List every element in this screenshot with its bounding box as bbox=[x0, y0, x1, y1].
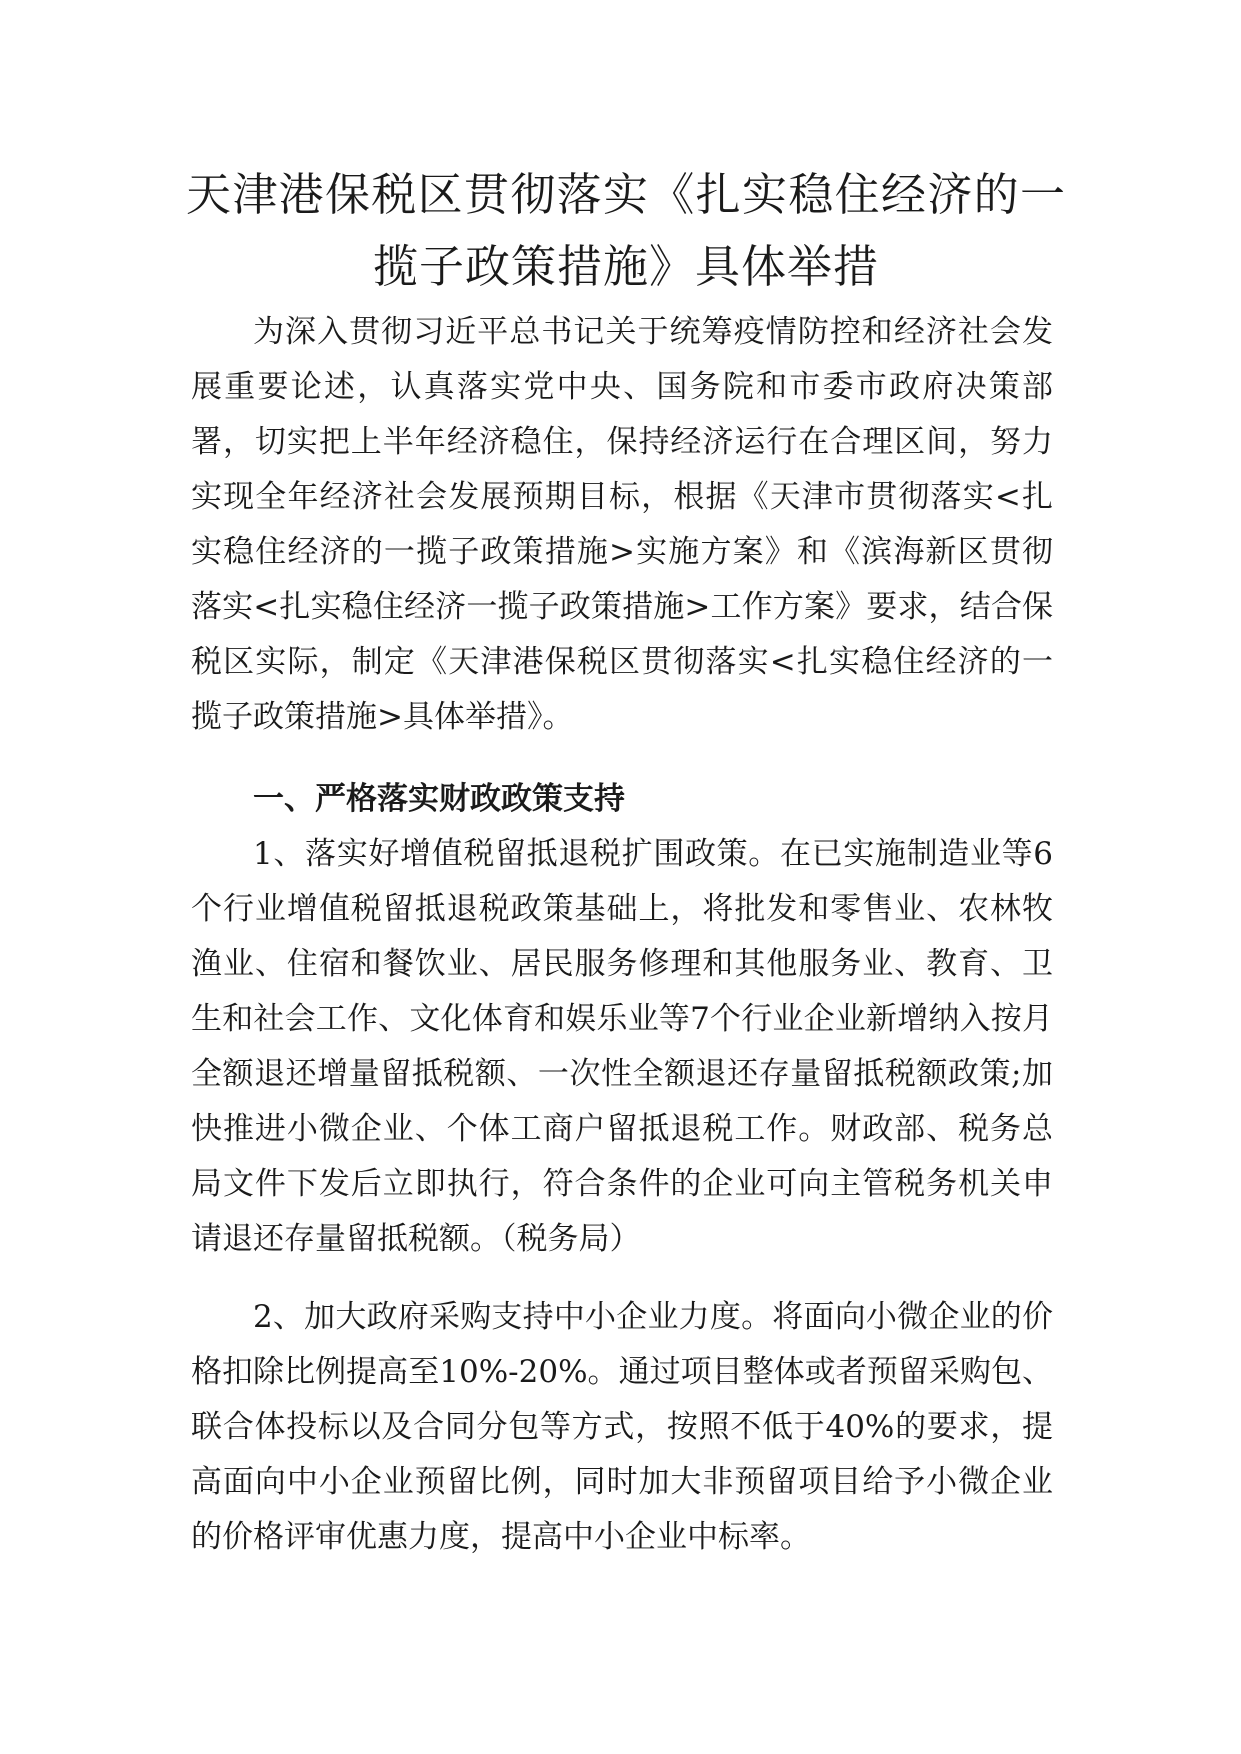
intro-paragraph: 为深入贯彻习近平总书记关于统筹疫情防控和经济社会发展重要论述，认真落实党中央、国务院和市委市政府决策部署，切实把上半年经济稳住，保持经济运行在合理区间，努力实现全年经济社会发展预期目标，根据《天津市贯彻落实<扎实稳住经济的一揽子政策措施>实施方案》和《滨海新区贯彻落实<扎实稳住经济一揽子政策措施>工作方案》要求，结合保税区实际，制定《天津港保税区贯彻落实<扎实稳住经济的一揽子政策措施>具体举措》。 bbox=[191, 314, 1053, 735]
policy-item-2: 2、加大政府采购支持中小企业力度。将面向小微企业的价格扣除比例提高至10%-20%。通过项目整体或者预留采购包、联合体投标以及合同分包等方式，按照不低于40%的要求，提高面向中小企业预留比例，同时加大非预留项目给予小微企业的价格评审优惠力度，提高中小企业中标率。 bbox=[191, 1299, 1053, 1555]
policy-item-1: 1、落实好增值税留抵退税扩围政策。在已实施制造业等6个行业增值税留抵退税政策基础上，将批发和零售业、农林牧渔业、住宿和餐饮业、居民服务修理和其他服务业、教育、卫生和社会工作、文化体育和娱乐业等7个行业企业新增纳入按月全额退还增量留抵税额、一次性全额退还存量留抵税额政策;加快推进小微企业、个体工商户留抵退税工作。财政部、税务总局文件下发后立即执行，符合条件的企业可向主管税务机关申请退还存量留抵税额。（税务局） bbox=[191, 836, 1053, 1257]
section-heading-1: 一、严格落实财政政策支持 bbox=[253, 781, 625, 817]
document-title-line-1: 天津港保税区贯彻落实《扎实稳住经济的一 bbox=[186, 168, 1066, 221]
document-title-line-2: 揽子政策措施》具体举措 bbox=[372, 240, 879, 293]
